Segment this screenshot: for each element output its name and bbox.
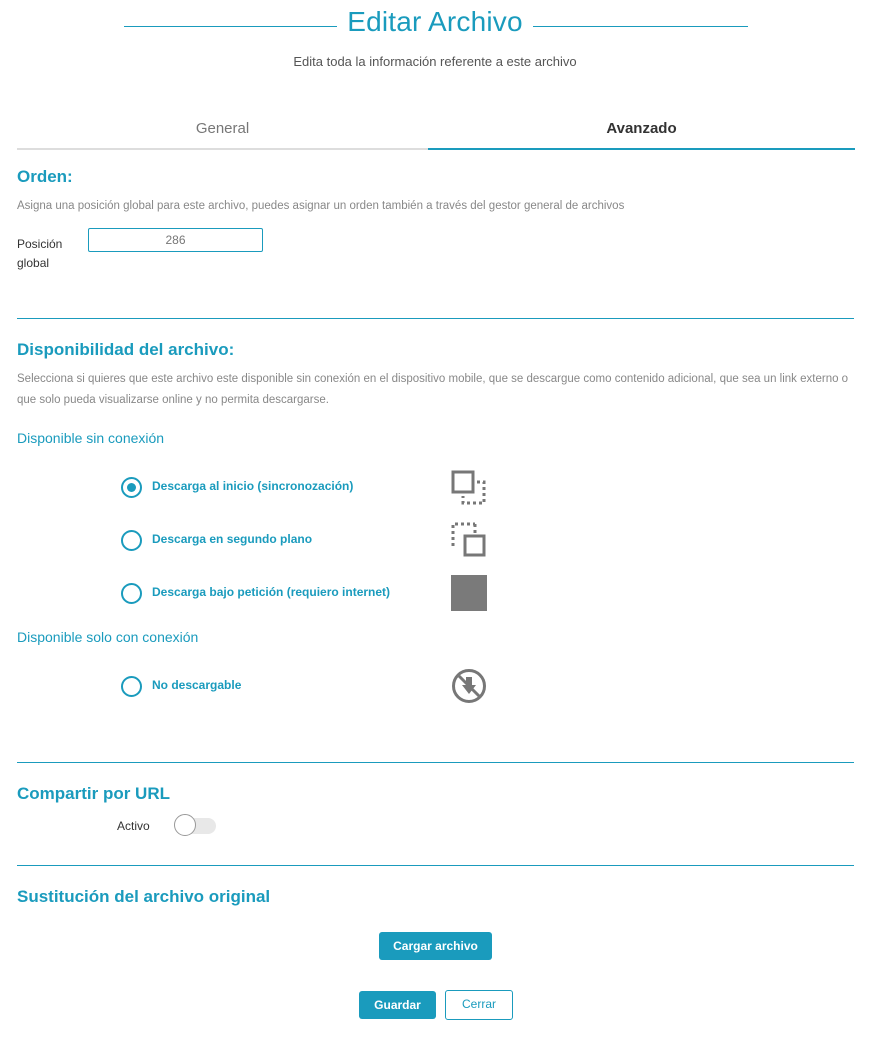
radio-background-download[interactable] bbox=[121, 530, 142, 551]
global-position-label-line2: global bbox=[17, 256, 50, 270]
offline-group-label: Disponible sin conexión bbox=[17, 430, 165, 446]
availability-description-line1: Selecciona si quieres que este archivo este disponible sin conexión en el dispositivo mobile, que se descargue como contenido adicional, que sea un link externo o bbox=[17, 373, 849, 385]
orden-heading: Orden: bbox=[17, 167, 73, 186]
no-download-icon bbox=[451, 668, 487, 704]
page-subtitle: Edita toda la información referente a este archivo bbox=[293, 54, 577, 69]
share-url-toggle[interactable] bbox=[174, 816, 216, 836]
tab-avanzado[interactable]: Avanzado bbox=[428, 112, 855, 150]
share-active-label: Activo bbox=[117, 819, 150, 833]
radio-on-demand[interactable] bbox=[121, 583, 142, 604]
option-label: No descargable bbox=[152, 678, 242, 692]
global-position-input[interactable]: 286 bbox=[88, 228, 263, 252]
replace-file-heading: Sustitución del archivo original bbox=[17, 887, 271, 906]
availability-description bbox=[17, 369, 848, 411]
page-title: Editar Archivo bbox=[0, 6, 870, 38]
on-demand-icon bbox=[451, 575, 487, 611]
global-position-label-line1: Posición bbox=[17, 237, 63, 251]
section-divider bbox=[17, 865, 854, 866]
availability-heading: Disponibilidad del archivo: bbox=[17, 340, 235, 359]
share-url-heading: Compartir por URL bbox=[17, 784, 170, 803]
tab-bar bbox=[17, 112, 855, 152]
upload-file-button[interactable]: Cargar archivo bbox=[379, 932, 492, 960]
toggle-knob bbox=[174, 814, 196, 836]
tab-general[interactable]: General bbox=[17, 112, 428, 150]
option-label: Descarga en segundo plano bbox=[152, 532, 313, 546]
background-download-icon bbox=[451, 522, 487, 558]
radio-no-download[interactable] bbox=[121, 676, 142, 697]
sync-download-icon bbox=[451, 470, 487, 506]
section-divider bbox=[17, 318, 854, 319]
section-divider bbox=[17, 762, 854, 763]
orden-description: Asigna una posición global para este archivo, puedes asignar un orden también a través del gestor general de archivos bbox=[17, 200, 625, 212]
close-button[interactable]: Cerrar bbox=[445, 990, 513, 1020]
online-group-label: Disponible solo con conexión bbox=[17, 629, 199, 645]
global-position-label bbox=[17, 235, 87, 273]
option-label: Descarga bajo petición (requiero internet) bbox=[152, 585, 391, 599]
page-header bbox=[0, 6, 870, 38]
save-button[interactable]: Guardar bbox=[359, 991, 436, 1019]
availability-description-line2: que solo pueda visualizarse online y no permita descargarse. bbox=[17, 394, 329, 406]
option-label: Descarga al inicio (sincronozación) bbox=[152, 479, 354, 493]
radio-sync-download[interactable] bbox=[121, 477, 142, 498]
